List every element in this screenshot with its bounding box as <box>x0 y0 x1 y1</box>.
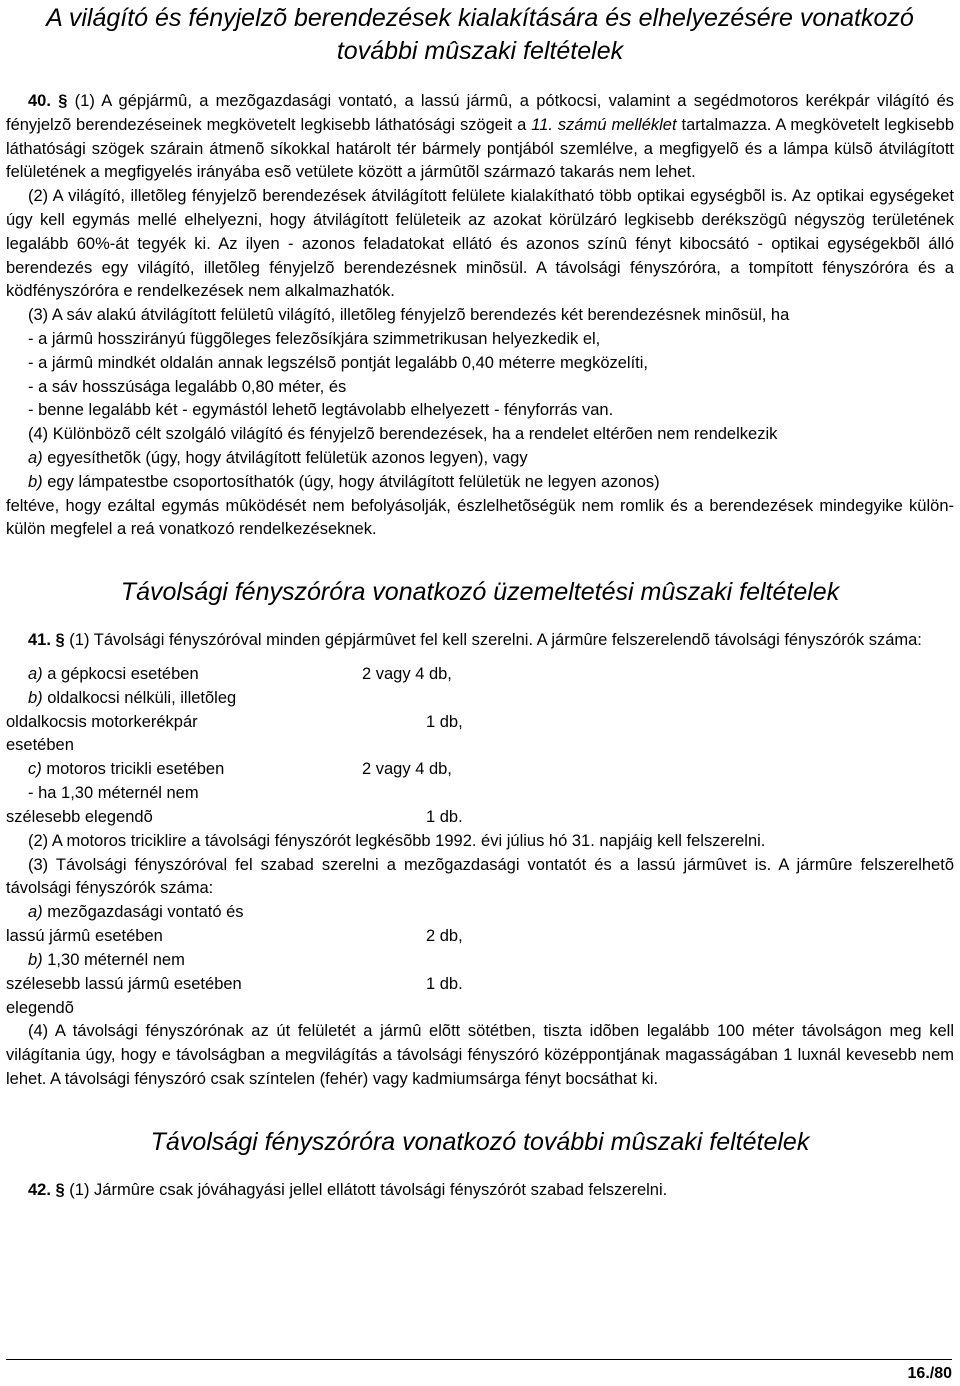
document-page <box>6 0 954 1202</box>
section-heading: Távolsági fényszóróra vonatkozó további mûszaki feltételek <box>150 1127 810 1156</box>
page-number: 16./80 <box>6 1359 952 1386</box>
section-41-paragraph-1: 41. § (1) Távolsági fényszóróval minden gépjármûvet fel kell szerelni. A jármûre felszerelendõ távolsági fényszórók száma: <box>28 631 922 650</box>
section-41-paragraph-3: (3) Távolsági fényszóróval fel szabad szerelni a mezõgazdasági vontatót és a lassú jármûvet is. A jármûre felszerelhetõ távolsági fényszórók száma: <box>6 855 954 898</box>
section-41-paragraph-4: (4) A távolsági fényszórónak az út felületét a jármû elõtt sötétben, tiszta idõben legalább 100 méter távolságon meg kell világítania úgy, hogy e távolságban a megvilágítás a távolsági fényszóró középpontjának magasságában 1 luxnál kevesebb nem lehet. A távolsági fényszóró csak színtelen (fehér) vagy kadmiumsárga fényt bocsáthat ki. <box>6 1022 954 1088</box>
section-41-number: 41. § <box>28 631 65 650</box>
table-row: b) 1,30 méternél nem szélesebb lassú jármû esetében elegendõ 1 db. <box>6 950 463 1017</box>
list-item: - benne legalább két - egymástól lehetõ legtávolabb elhelyezett - fényforrás van. <box>28 401 614 420</box>
section-41-paragraph-2: (2) A motoros triciklire a távolsági fényszórót legkésõbb 1992. évi július hó 31. napjáig kell felszerelni. <box>28 831 766 850</box>
section-40-paragraph-3: (3) A sáv alakú átvilágított felületû világító, illetõleg fényjelzõ berendezés két berendezésnek minõsül, ha <box>28 306 790 325</box>
section-40-closing: feltéve, hogy ezáltal egymás mûködését nem befolyásolják, észlelhetõségük nem romlik és a berendezések mindegyike külön-külön megfelel a reá vonatkozó rendelkezéseknek. <box>6 496 954 539</box>
list-item: - a sáv hosszúsága legalább 0,80 méter, és <box>28 377 347 396</box>
section-42-number: 42. § <box>28 1180 65 1199</box>
section-40-number: 40. § <box>28 92 68 110</box>
section-40-paragraph-1: 40. § (1) A gépjármû, a mezõgazdasági vontató, a lassú jármû, a pótkocsi, valamint a segédmotoros kerékpár világító és fényjelzõ berendezéseinek megkövetelt legkisebb láthatósági szögeit a 11. számú melléklet tartalmazza. A megkövetelt legkisebb láthatósági szögek szárain átmenõ síkokkal határolt tér bármely pontjából szemlélve, a megfigyelõ és a lámpa külsõ átvilágított felületének a megfigyelés irányába esõ vetülete között a jármûtõl származó takarás nem lehet. <box>6 92 955 182</box>
list-item: - a jármû mindkét oldalán annak legszélsõ pontját legalább 0,40 méterre megközelíti, <box>28 353 649 372</box>
list-item: - a jármû hosszirányú függõleges felezõsíkjára szimmetrikusan helyezkedik el, <box>28 329 601 348</box>
table-row: b) oldalkocsi nélküli, illetõleg oldalkocsis motorkerékpár esetében 1 db, <box>6 688 463 755</box>
section-40-paragraph-4: (4) Különbözõ célt szolgáló világító és fényjelzõ berendezések, ha a rendelet eltérõen nem rendelkezik <box>28 425 778 444</box>
annex-reference: 11. számú melléklet <box>531 115 677 134</box>
table-row: a) a gépkocsi esetében 2 vagy 4 db, <box>28 664 452 683</box>
section-heading: Távolsági fényszóróra vonatkozó üzemeltetési mûszaki feltételek <box>120 578 840 607</box>
table-row: c) motoros tricikli esetében - ha 1,30 méternél nem szélesebb elegendõ 2 vagy 4 db, 1 db. <box>6 760 463 826</box>
document-title: A világító és fényjelzõ berendezések kialakítására és elhelyezésére vonatkozó további mûszaki feltételek <box>46 4 914 65</box>
table-row: a) mezõgazdasági vontató és lassú jármû esetében 2 db, <box>6 903 463 946</box>
section-40-paragraph-2: (2) A világító, illetõleg fényjelzõ berendezések átvilágított felülete kialakítható több optikai egységbõl is. Az optikai egységeket úgy kell egymás mellé elhelyezni, hogy átvilágított felületeik az azokat körülzáró legkisebb derékszögû négyszög területének legalább 60%-át tegyék ki. Az ilyen - azonos feladatokat ellátó és azonos színû fényt kibocsátó - optikai egységekbõl álló berendezés egy világító, illetõleg fényjelzõ berendezésnek minõsül. A távolsági fényszóróra, a tompított fényszóróra és a ködfényszóróra e rendelkezések nem alkalmazhatók. <box>6 187 954 301</box>
section-42-paragraph-1: 42. § (1) Jármûre csak jóváhagyási jellel ellátott távolsági fényszórót szabad felszerelni. <box>28 1180 668 1199</box>
list-item: a) egyesíthetõk (úgy, hogy átvilágított felületük azonos legyen), vagy <box>28 448 528 467</box>
list-item: b) egy lámpatestbe csoportosíthatók (úgy, hogy átvilágított felületük ne legyen azonos) <box>28 472 660 491</box>
